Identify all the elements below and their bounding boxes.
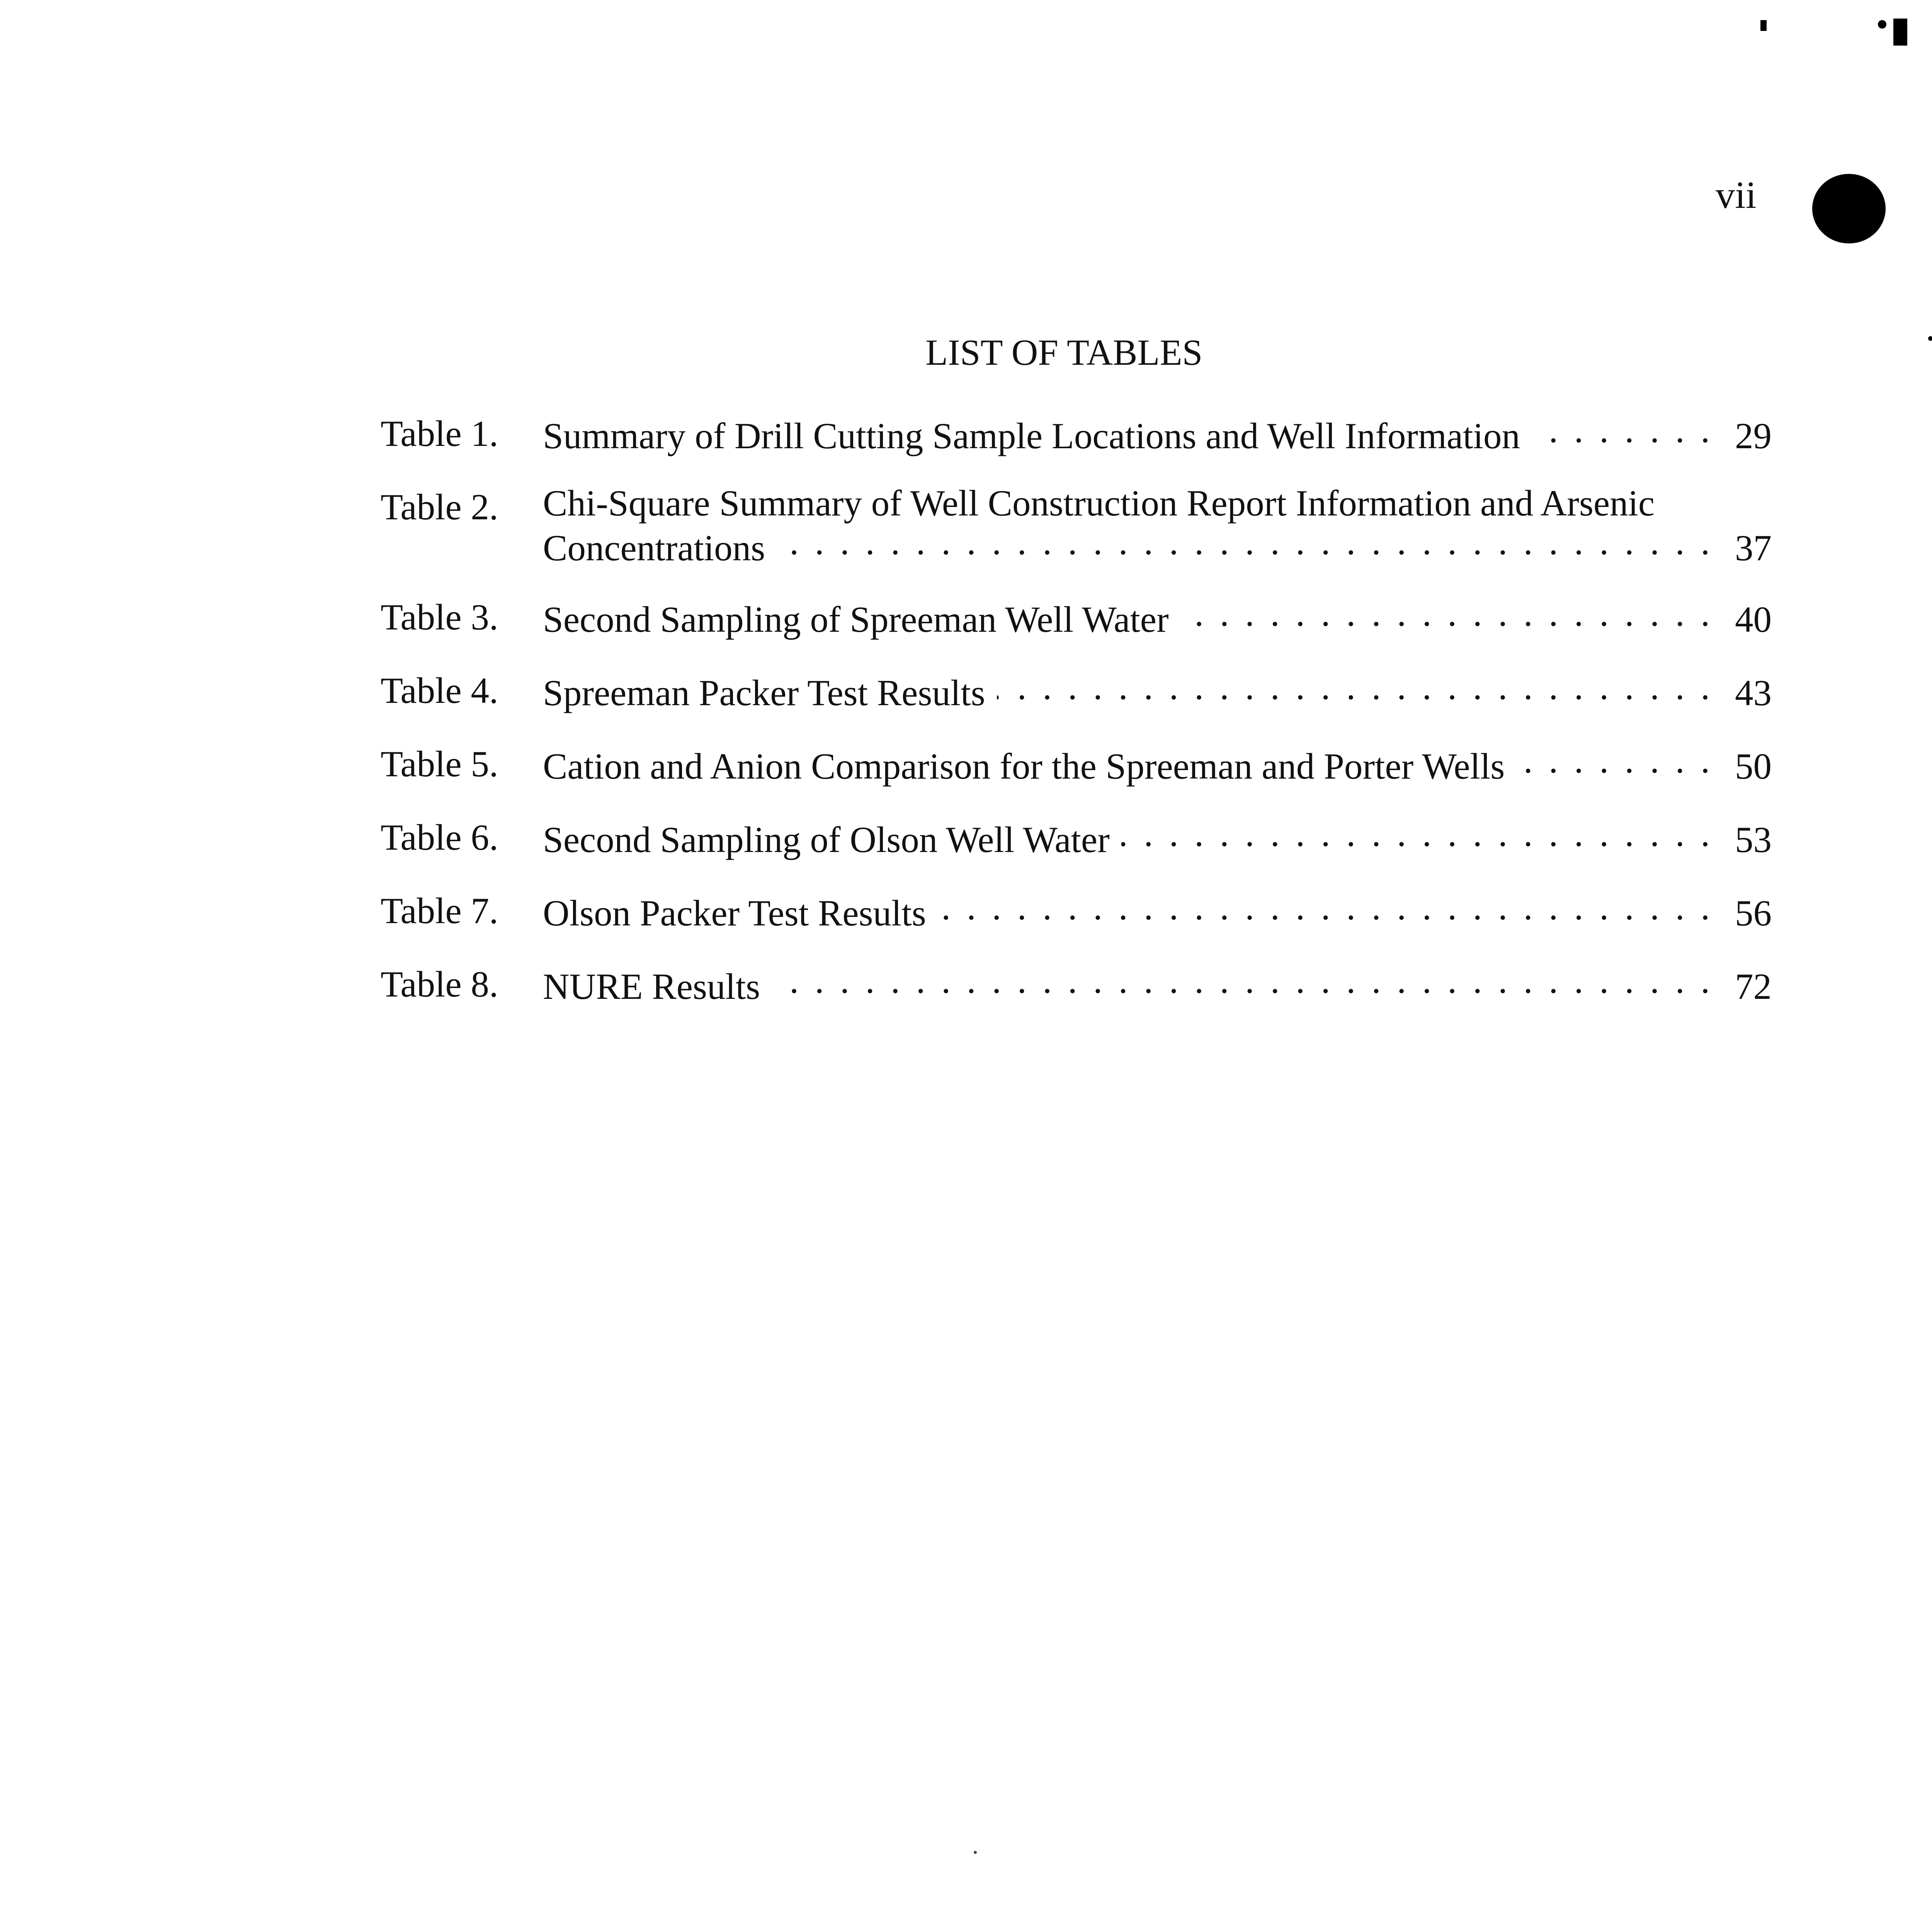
table-title: Second Sampling of Olson Well Water bbox=[543, 819, 1110, 860]
entry-line bbox=[543, 742, 1772, 785]
table-title: NURE Results bbox=[543, 966, 760, 1007]
scan-mark bbox=[1760, 20, 1767, 31]
page-ref: 40 bbox=[1735, 599, 1772, 640]
dot-leader bbox=[1532, 412, 1710, 448]
page-number: vii bbox=[1716, 173, 1757, 216]
page-title-text: LIST OF TABLES bbox=[925, 332, 1203, 373]
list-item bbox=[381, 808, 1772, 881]
entry-line bbox=[543, 815, 1772, 858]
table-label: Table 7. bbox=[381, 890, 498, 931]
binder-hole-top bbox=[1812, 174, 1886, 243]
table-label: Table 2. bbox=[381, 486, 498, 527]
dot-leader bbox=[772, 962, 1710, 999]
list-item bbox=[381, 404, 1772, 477]
table-label: Table 6. bbox=[381, 817, 498, 858]
table-label: Table 3. bbox=[381, 597, 498, 638]
table-title: Olson Packer Test Results bbox=[543, 893, 926, 934]
table-title-continued: Concentrations bbox=[543, 527, 765, 568]
scan-speck bbox=[974, 1851, 977, 1854]
table-label: Table 8. bbox=[381, 964, 498, 1005]
dot-leader bbox=[1516, 742, 1710, 779]
entry-line bbox=[543, 412, 1772, 454]
page-ref: 43 bbox=[1735, 672, 1772, 713]
entry-line bbox=[543, 595, 1772, 638]
dot-leader bbox=[777, 524, 1710, 560]
table-label: Table 1. bbox=[381, 413, 498, 454]
list-item bbox=[381, 661, 1772, 734]
page-ref: 56 bbox=[1735, 893, 1772, 934]
table-title: Spreeman Packer Test Results bbox=[543, 672, 985, 713]
table-title: Cation and Anion Comparison for the Spreeman and Porter Wells bbox=[543, 746, 1505, 787]
dot-leader bbox=[1121, 815, 1710, 852]
list-item bbox=[381, 477, 1772, 587]
page-ref: 37 bbox=[1735, 527, 1772, 568]
page-ref: 50 bbox=[1735, 746, 1772, 787]
list-item bbox=[381, 734, 1772, 808]
entry-line bbox=[543, 962, 1772, 1005]
page-ref: 29 bbox=[1735, 415, 1772, 456]
table-title: Second Sampling of Spreeman Well Water bbox=[543, 599, 1169, 640]
table-label: Table 5. bbox=[381, 743, 498, 784]
dot-leader bbox=[997, 668, 1710, 705]
scan-mark bbox=[1893, 19, 1907, 46]
table-title: Summary of Drill Cutting Sample Locations and Well Information bbox=[543, 415, 1520, 456]
list-item bbox=[381, 881, 1772, 954]
entry-line bbox=[543, 524, 1772, 566]
page-title bbox=[925, 334, 1202, 371]
entry-line bbox=[543, 485, 1772, 522]
page-ref: 72 bbox=[1735, 966, 1772, 1007]
dot-leader bbox=[1180, 595, 1710, 632]
entry-line bbox=[543, 668, 1772, 711]
table-list bbox=[381, 404, 1772, 1028]
list-item bbox=[381, 587, 1772, 661]
page-ref: 53 bbox=[1735, 819, 1772, 860]
dot-leader bbox=[938, 889, 1710, 925]
table-title: Chi-Square Summary of Well Construction Report Information and Arsenic bbox=[543, 483, 1655, 524]
entry-line bbox=[543, 889, 1772, 932]
table-label: Table 4. bbox=[381, 670, 498, 711]
list-item bbox=[381, 954, 1772, 1028]
scan-mark bbox=[1878, 20, 1886, 29]
scan-mark bbox=[1928, 336, 1932, 341]
